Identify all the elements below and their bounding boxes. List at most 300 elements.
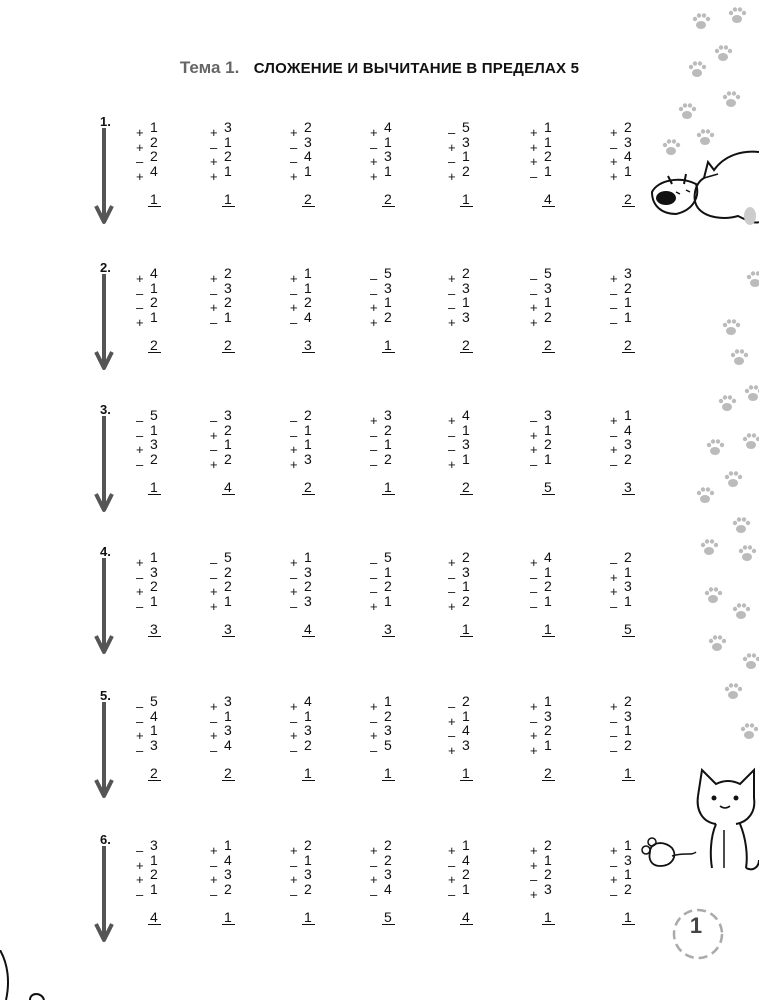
operation-sign: – (210, 285, 218, 301)
answer-value: 2 (222, 766, 235, 781)
operation-sign: + (448, 271, 456, 286)
problem-chain (290, 693, 332, 781)
answer-value: 2 (460, 480, 473, 495)
answer-value: 3 (382, 622, 395, 637)
answer-value: 2 (622, 338, 635, 353)
operand: 1 (304, 162, 312, 179)
paw-print-icon (730, 600, 752, 622)
problem-chain (370, 407, 412, 495)
operation-sign: – (370, 886, 378, 902)
operation-sign: – (290, 713, 298, 729)
operand: 3 (224, 722, 232, 739)
operand: 2 (544, 722, 552, 739)
operand: 3 (150, 436, 158, 453)
operand: 1 (624, 592, 632, 609)
page-number: 1 (689, 913, 703, 938)
paw-print-icon (720, 88, 742, 110)
operand: 1 (624, 308, 632, 325)
operation-sign: – (290, 886, 298, 902)
answer-value: 3 (148, 622, 161, 637)
operand: 2 (304, 407, 312, 423)
operand: 1 (384, 294, 392, 311)
operand: 1 (544, 421, 552, 438)
paw-print-icon (702, 584, 724, 606)
problem-chain (610, 549, 652, 637)
operation-sign: – (610, 300, 618, 316)
operation-sign: – (136, 713, 144, 729)
operand: 3 (462, 279, 470, 296)
operation-sign: – (610, 713, 618, 729)
operation-sign: + (370, 843, 378, 858)
operation-sign: + (530, 154, 538, 170)
problem-chain (448, 549, 490, 637)
operand: 5 (224, 549, 232, 565)
operand: 1 (150, 549, 158, 565)
operation-sign: – (610, 742, 618, 758)
operation-sign: – (530, 168, 538, 184)
operand: 3 (384, 279, 392, 296)
answer-value: 4 (222, 480, 235, 495)
operand: 2 (384, 450, 392, 467)
exercise-row (0, 402, 759, 540)
problem-chain (448, 693, 490, 781)
operand: 1 (150, 279, 158, 296)
operand: 2 (462, 866, 470, 883)
operation-sign: + (370, 872, 378, 888)
operand: 1 (150, 722, 158, 739)
problem-chain (530, 407, 572, 495)
operation-sign: – (210, 742, 218, 758)
topic-label: Тема 1. (179, 58, 240, 77)
down-arrow-icon (94, 414, 114, 514)
operand: 2 (304, 837, 312, 853)
operand: 2 (224, 265, 232, 281)
operation-sign: – (530, 569, 538, 585)
operand: 1 (384, 592, 392, 609)
operand: 2 (462, 592, 470, 609)
problem-chain (210, 549, 252, 637)
operation-sign: + (610, 413, 618, 428)
operation-sign: + (448, 872, 456, 888)
problem-chain (290, 119, 332, 207)
chain-step (610, 592, 652, 614)
operation-sign: + (136, 555, 144, 570)
operand: 4 (150, 707, 158, 724)
operand: 4 (462, 722, 470, 739)
operand: 1 (150, 119, 158, 135)
cat-edge-fragment (0, 950, 50, 1000)
operation-sign: + (210, 699, 218, 714)
operand: 1 (304, 549, 312, 565)
operand: 4 (150, 265, 158, 281)
chain-step (370, 592, 412, 614)
operation-sign: + (530, 442, 538, 458)
operation-sign: + (610, 699, 618, 714)
operand: 4 (544, 549, 552, 565)
problem-chain (136, 119, 178, 207)
answer-value: 1 (222, 910, 235, 925)
operation-sign: + (370, 300, 378, 316)
operand: 1 (384, 162, 392, 179)
answer-value: 2 (222, 338, 235, 353)
paw-print-icon (736, 542, 758, 564)
operation-sign: – (290, 139, 298, 155)
operation-sign: – (136, 413, 144, 428)
operation-sign: + (530, 728, 538, 744)
operand: 3 (624, 265, 632, 281)
chain-step (210, 880, 252, 902)
operand: 1 (150, 592, 158, 609)
paw-print-icon (744, 268, 759, 290)
operand: 2 (150, 578, 158, 595)
operation-sign: + (530, 300, 538, 316)
operation-sign: – (530, 285, 538, 301)
operation-sign: – (610, 555, 618, 570)
operation-sign: – (448, 154, 456, 170)
chain-step (610, 308, 652, 330)
operand: 3 (304, 866, 312, 883)
operation-sign: + (530, 125, 538, 140)
answer-value: 1 (222, 192, 235, 207)
paw-print-icon (704, 436, 726, 458)
operand: 3 (624, 133, 632, 150)
operation-sign: – (136, 456, 144, 472)
answer-value: 3 (222, 622, 235, 637)
operation-sign: – (448, 584, 456, 600)
row-number: 2. (100, 260, 111, 275)
operand: 1 (624, 722, 632, 739)
operation-sign: – (136, 598, 144, 614)
operation-sign: + (290, 442, 298, 458)
operation-sign: – (448, 569, 456, 585)
operation-sign: – (530, 713, 538, 729)
answer-value: 1 (148, 192, 161, 207)
problem-chain (210, 407, 252, 495)
down-arrow-icon (94, 556, 114, 656)
answer-value: 1 (382, 338, 395, 353)
operation-sign: – (290, 598, 298, 614)
operand: 3 (462, 736, 470, 753)
operation-sign: – (136, 742, 144, 758)
answer-value: 1 (302, 766, 315, 781)
operation-sign: + (610, 442, 618, 458)
operand: 2 (304, 119, 312, 135)
row-number: 4. (100, 544, 111, 559)
problem-chain (448, 837, 490, 925)
answer-value: 2 (542, 766, 555, 781)
operation-sign: + (210, 843, 218, 858)
operand: 3 (544, 407, 552, 423)
operation-sign: + (290, 456, 298, 472)
chain-step (290, 736, 332, 758)
chain-step (448, 162, 490, 184)
operation-sign: – (210, 569, 218, 585)
chain-step (610, 736, 652, 758)
operation-sign: – (370, 139, 378, 155)
answer-value: 1 (622, 910, 635, 925)
operand: 2 (150, 294, 158, 311)
operation-sign: + (210, 125, 218, 140)
operation-sign: – (210, 857, 218, 873)
operation-sign: + (210, 427, 218, 443)
answer-value: 1 (460, 622, 473, 637)
operand: 4 (462, 851, 470, 868)
down-arrow-icon (94, 700, 114, 800)
answer-value: 2 (382, 192, 395, 207)
problem-chain (290, 407, 332, 495)
operation-sign: + (448, 555, 456, 570)
paw-print-icon (686, 58, 708, 80)
operand: 1 (462, 148, 470, 165)
operation-sign: + (136, 872, 144, 888)
operand: 5 (462, 119, 470, 135)
row-number: 3. (100, 402, 111, 417)
chain-step (610, 880, 652, 902)
operation-sign: – (448, 857, 456, 873)
answer-value: 2 (460, 338, 473, 353)
operation-sign: + (210, 271, 218, 286)
operand: 1 (624, 162, 632, 179)
problem-chain (210, 119, 252, 207)
chain-step (370, 308, 412, 330)
operation-sign: – (448, 728, 456, 744)
chain-step (530, 736, 572, 758)
operation-sign: – (370, 285, 378, 301)
operand: 2 (224, 148, 232, 165)
operand: 1 (624, 866, 632, 883)
operation-sign: – (370, 442, 378, 458)
operation-sign: – (610, 456, 618, 472)
paw-print-icon (730, 514, 752, 536)
operation-sign: – (610, 285, 618, 301)
lying-cat-illustration (646, 140, 759, 232)
paw-print-icon (740, 650, 759, 672)
operand: 2 (224, 880, 232, 897)
answer-value: 1 (460, 766, 473, 781)
answer-value: 3 (302, 338, 315, 353)
operand: 3 (544, 707, 552, 724)
operation-sign: – (610, 886, 618, 902)
operand: 3 (150, 563, 158, 580)
page-header (0, 58, 759, 78)
operation-sign: + (610, 168, 618, 184)
down-arrow-icon (94, 844, 114, 944)
operation-sign: + (370, 413, 378, 428)
answer-value: 5 (542, 480, 555, 495)
operand: 1 (384, 133, 392, 150)
operation-sign: + (290, 872, 298, 888)
paw-print-icon (706, 632, 728, 654)
operation-sign: – (610, 728, 618, 744)
operation-sign: + (136, 168, 144, 184)
problem-chain (136, 549, 178, 637)
operand: 1 (384, 693, 392, 709)
answer-value: 2 (148, 766, 161, 781)
operation-sign: – (136, 154, 144, 170)
problem-chain (370, 119, 412, 207)
operand: 2 (224, 563, 232, 580)
row-number: 1. (100, 114, 111, 129)
answer-value: 4 (148, 910, 161, 925)
operand: 1 (384, 436, 392, 453)
problem-chain (136, 837, 178, 925)
chain-step (136, 162, 178, 184)
answer-value: 4 (302, 622, 315, 637)
paw-print-icon (722, 680, 744, 702)
operand: 2 (224, 294, 232, 311)
operation-sign: + (530, 857, 538, 873)
operand: 1 (462, 578, 470, 595)
operand: 3 (462, 436, 470, 453)
operation-sign: – (290, 154, 298, 170)
operand: 1 (224, 308, 232, 325)
operand: 1 (304, 436, 312, 453)
operation-sign: + (610, 569, 618, 585)
operand: 3 (624, 707, 632, 724)
operand: 1 (624, 294, 632, 311)
answer-value: 1 (542, 910, 555, 925)
operation-sign: + (290, 584, 298, 600)
problem-chain (610, 693, 652, 781)
operation-sign: – (370, 857, 378, 873)
chain-step (290, 162, 332, 184)
operation-sign: – (370, 713, 378, 729)
operand: 2 (544, 148, 552, 165)
sitting-cat-with-mouse-illustration (636, 756, 759, 876)
operand: 2 (462, 549, 470, 565)
operand: 1 (462, 880, 470, 897)
chain-step (136, 308, 178, 330)
operation-sign: + (290, 271, 298, 286)
operation-sign: + (210, 728, 218, 744)
operand: 3 (304, 450, 312, 467)
operation-sign: + (530, 139, 538, 155)
problem-chain (610, 265, 652, 353)
answer-value: 1 (148, 480, 161, 495)
operand: 4 (462, 407, 470, 423)
operation-sign: + (530, 843, 538, 858)
operand: 1 (150, 421, 158, 438)
operand: 1 (304, 265, 312, 281)
operation-sign: + (136, 442, 144, 458)
paw-print-icon (726, 4, 748, 26)
chain-step (530, 308, 572, 330)
problem-chain (530, 549, 572, 637)
operand: 5 (544, 265, 552, 281)
operation-sign: + (210, 598, 218, 614)
operation-sign: + (370, 699, 378, 714)
answer-value: 3 (622, 480, 635, 495)
operand: 2 (304, 736, 312, 753)
down-arrow-icon (94, 126, 114, 226)
operand: 1 (462, 450, 470, 467)
problem-chain (210, 265, 252, 353)
operation-sign: + (210, 168, 218, 184)
operation-sign: – (610, 427, 618, 443)
problem-chain (370, 837, 412, 925)
operand: 1 (624, 407, 632, 423)
chain-step (136, 592, 178, 614)
operation-sign: – (610, 314, 618, 330)
operation-sign: + (210, 300, 218, 316)
operand: 3 (150, 837, 158, 853)
chain-step (530, 592, 572, 614)
operand: 2 (462, 162, 470, 179)
operand: 2 (544, 837, 552, 853)
operand: 1 (544, 736, 552, 753)
operand: 1 (224, 707, 232, 724)
problem-chain (530, 837, 572, 925)
chain-step (136, 880, 178, 902)
problem-chain (290, 837, 332, 925)
operation-sign: + (530, 427, 538, 443)
paw-print-icon (722, 468, 744, 490)
operand: 3 (224, 279, 232, 296)
operand: 2 (384, 837, 392, 853)
operand: 4 (304, 308, 312, 325)
operand: 1 (304, 851, 312, 868)
chain-step (530, 880, 572, 902)
operand: 3 (224, 866, 232, 883)
problem-chain (530, 119, 572, 207)
operation-sign: – (370, 742, 378, 758)
operation-sign: + (136, 857, 144, 873)
operation-sign: – (370, 456, 378, 472)
operand: 1 (462, 707, 470, 724)
operation-sign: + (290, 125, 298, 140)
chain-step (610, 450, 652, 472)
operand: 1 (462, 837, 470, 853)
exercise-row (0, 260, 759, 398)
chain-step (448, 880, 490, 902)
paw-print-icon (676, 100, 698, 122)
answer-value: 1 (622, 766, 635, 781)
operand: 2 (224, 450, 232, 467)
operand: 3 (384, 407, 392, 423)
operand: 4 (150, 162, 158, 179)
paw-print-icon (740, 430, 759, 452)
problem-chain (290, 265, 332, 353)
problem-chain (210, 837, 252, 925)
chain-step (448, 592, 490, 614)
operation-sign: – (530, 456, 538, 472)
operation-sign: + (136, 271, 144, 286)
chain-step (370, 736, 412, 758)
chain-step (210, 592, 252, 614)
operation-sign: – (448, 699, 456, 714)
operation-sign: – (448, 285, 456, 301)
operation-sign: + (610, 872, 618, 888)
problem-chain (370, 693, 412, 781)
paw-print-icon (720, 316, 742, 338)
operation-sign: + (448, 139, 456, 155)
answer-value: 5 (382, 910, 395, 925)
operation-sign: – (610, 598, 618, 614)
operand: 3 (462, 133, 470, 150)
chain-step (210, 450, 252, 472)
paw-print-icon (698, 536, 720, 558)
operand: 3 (384, 722, 392, 739)
operand: 2 (304, 880, 312, 897)
operation-sign: + (136, 584, 144, 600)
operation-sign: – (448, 125, 456, 140)
operation-sign: – (136, 569, 144, 585)
operand: 2 (304, 578, 312, 595)
operand: 1 (624, 563, 632, 580)
operand: 2 (624, 880, 632, 897)
operation-sign: – (136, 843, 144, 858)
operand: 1 (544, 851, 552, 868)
